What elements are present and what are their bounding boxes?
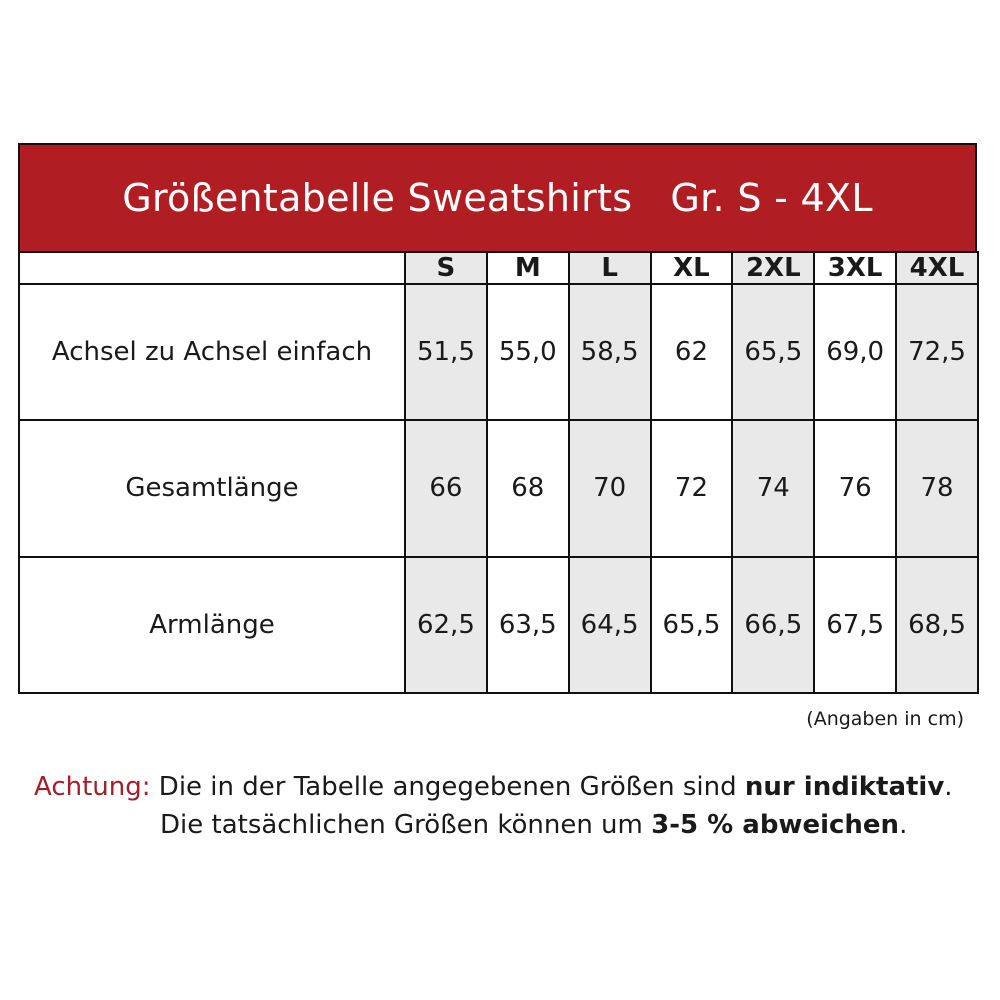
notice-period-2: .	[899, 810, 908, 840]
size-notice	[34, 768, 953, 844]
size-header-m: M	[487, 252, 569, 284]
table-cell: 55,0	[487, 284, 569, 420]
notice-emphasis-1: nur indiktativ	[744, 772, 945, 802]
table-cell: 66	[405, 420, 487, 556]
empty-corner-cell	[19, 252, 405, 284]
table-title-bar	[18, 143, 977, 251]
table-cell: 51,5	[405, 284, 487, 420]
size-header-xl: XL	[651, 252, 733, 284]
table-cell: 63,5	[487, 557, 569, 693]
size-header-4xl: 4XL	[896, 252, 978, 284]
table-row	[19, 420, 978, 556]
table-cell: 72,5	[896, 284, 978, 420]
size-header-s: S	[405, 252, 487, 284]
table-cell: 68,5	[896, 557, 978, 693]
notice-line-1	[34, 768, 953, 806]
table-cell: 67,5	[814, 557, 896, 693]
table-cell: 62	[651, 284, 733, 420]
table-cell: 76	[814, 420, 896, 556]
table-row	[19, 284, 978, 420]
size-range: Gr. S - 4XL	[670, 176, 873, 220]
notice-line-2	[34, 806, 953, 844]
units-note: (Angaben in cm)	[806, 708, 964, 730]
table-cell: 62,5	[405, 557, 487, 693]
table-row	[19, 557, 978, 693]
table-cell: 64,5	[569, 557, 651, 693]
size-header-3xl: 3XL	[814, 252, 896, 284]
table-cell: 68	[487, 420, 569, 556]
table-cell: 65,5	[732, 284, 814, 420]
notice-text-2: Die tatsächlichen Größen können um	[160, 810, 643, 840]
size-header-l: L	[569, 252, 651, 284]
row-label-chest: Achsel zu Achsel einfach	[19, 284, 405, 420]
table-cell: 65,5	[651, 557, 733, 693]
table-title: Größentabelle Sweatshirts	[122, 176, 633, 220]
table-cell: 74	[732, 420, 814, 556]
table-cell: 66,5	[732, 557, 814, 693]
row-label-length: Gesamtlänge	[19, 420, 405, 556]
size-header-row	[19, 252, 978, 284]
size-header-2xl: 2XL	[732, 252, 814, 284]
table-cell: 69,0	[814, 284, 896, 420]
notice-emphasis-2: 3-5 % abweichen	[651, 810, 900, 840]
table-cell: 78	[896, 420, 978, 556]
warning-label: Achtung:	[34, 772, 151, 802]
table-cell: 72	[651, 420, 733, 556]
notice-period-1: .	[944, 772, 953, 802]
row-label-sleeve: Armlänge	[19, 557, 405, 693]
table-cell: 58,5	[569, 284, 651, 420]
notice-text-1: Die in der Tabelle angegebenen Größen sind	[158, 772, 737, 802]
table-cell: 70	[569, 420, 651, 556]
size-table	[18, 251, 979, 694]
